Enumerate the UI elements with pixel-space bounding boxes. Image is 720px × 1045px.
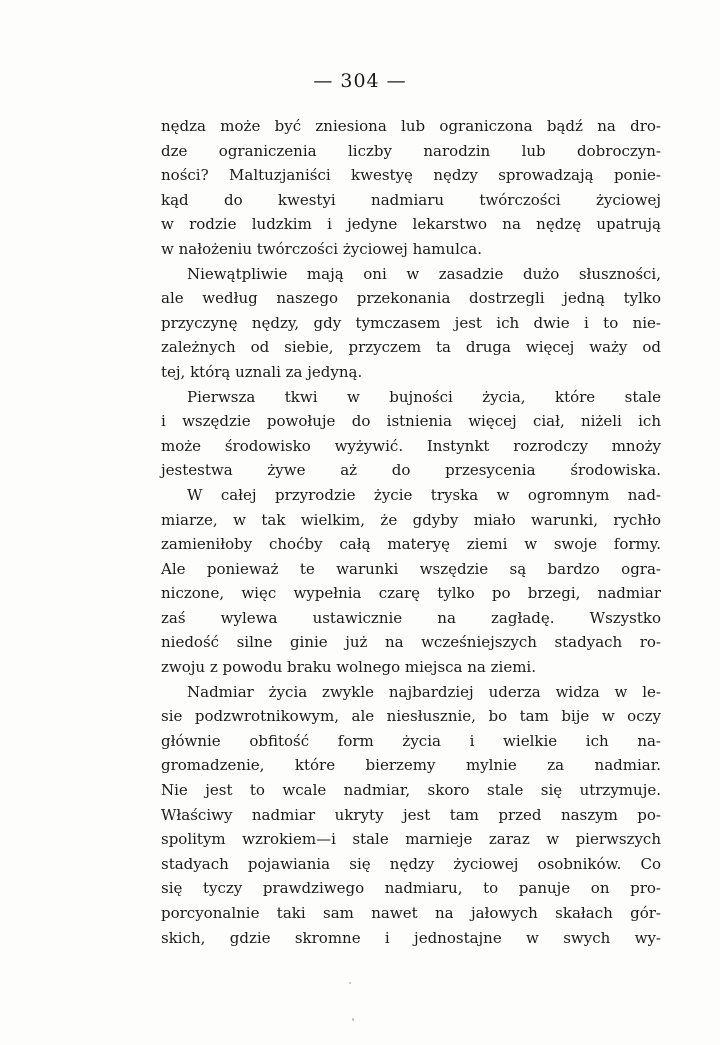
text-line: ale według naszego przekonania dostrzegli jedną tylko	[161, 289, 661, 308]
text-line: Niewątpliwie mają oni w zasadzie dużo słuszności,	[187, 264, 661, 283]
text-line: zamieniłoby choćby całą materyę ziemi w swoje formy.	[161, 535, 661, 554]
text-line: nędza może być zniesiona lub ograniczona bądź na dro-	[161, 117, 661, 135]
text-line: przyczynę nędzy, gdy tymczasem jest ich dwie i to nie-	[161, 313, 661, 332]
text-line: stadyach pojawiania się nędzy życiowej osobników. Co	[161, 854, 661, 873]
text-line: dze ograniczenia liczby narodzin lub dobroczyn-	[161, 141, 661, 160]
text-line: porcyonalnie taki sam nawet na jałowych skałach gór-	[161, 904, 661, 922]
body-text	[161, 114, 661, 950]
text-line: sie podzwrotnikowym, ale niesłusznie, bo tam bije w oczy	[161, 707, 661, 726]
text-line: gromadzenie, które bierzemy mylnie za nadmiar.	[161, 756, 661, 775]
text-line: Ale ponieważ te warunki wszędzie są bardzo ogra-	[161, 559, 661, 578]
text-line: zależnych od siebie, przyczem ta druga więcej waży od	[161, 338, 661, 357]
paper-speck	[349, 982, 351, 984]
text-line: niedość silne ginie już na wcześniejszych stadyach ro-	[161, 633, 661, 652]
page-number: — 304 —	[313, 70, 407, 92]
text-line: niczone, więc wypełnia czarę tylko po brzegi, nadmiar	[161, 584, 661, 603]
text-line: i wszędzie powołuje do istnienia więcej ciał, niżeli ich	[161, 412, 661, 431]
text-line: kąd do kwestyi nadmiaru twórczości życiowej	[161, 190, 661, 209]
text-line: skich, gdzie skromne i jednostajne w swych wy-	[161, 928, 661, 947]
text-line: ności? Maltuzjaniści kwestyę nędzy sprowadzają ponie-	[161, 166, 661, 185]
text-line: spolitym wzrokiem—i stale marnieje zaraz w pierwszych	[161, 830, 661, 849]
text-line: Pierwsza tkwi w bujności życia, które stale	[187, 387, 661, 406]
text-line: Nie jest to wcale nadmiar, skoro stale się utrzymuje.	[161, 781, 661, 800]
text-line: Właściwy nadmiar ukryty jest tam przed naszym po-	[161, 805, 661, 824]
paper-speck	[352, 1018, 354, 1021]
text-line: miarze, w tak wielkim, że gdyby miało warunki, rychło	[161, 510, 661, 529]
text-line: zwoju z powodu braku wolnego miejsca na ziemi.	[161, 658, 536, 677]
text-line: się tyczy prawdziwego nadmiaru, to panuje on pro-	[161, 879, 661, 898]
text-line: Nadmiar życia zwykle najbardziej uderza widza w le-	[187, 682, 661, 701]
text-line: głównie obfitość form życia i wielkie ich na-	[161, 731, 661, 750]
text-line: zaś wylewa ustawicznie na zagładę. Wszystko	[161, 608, 661, 627]
text-line: jestestwa żywe aż do przesycenia środowiska.	[161, 461, 661, 480]
text-line: tej, którą uznali za jedyną.	[161, 362, 363, 381]
text-line: w nałożeniu twórczości życiowej hamulca.	[161, 239, 482, 258]
text-line: może środowisko wyżywić. Instynkt rozrodczy mnoży	[161, 436, 661, 455]
text-line: W całej przyrodzie życie tryska w ogromnym nad-	[187, 485, 661, 504]
text-line: w rodzie ludzkim i jedyne lekarstwo na nędzę upatrują	[161, 215, 661, 234]
